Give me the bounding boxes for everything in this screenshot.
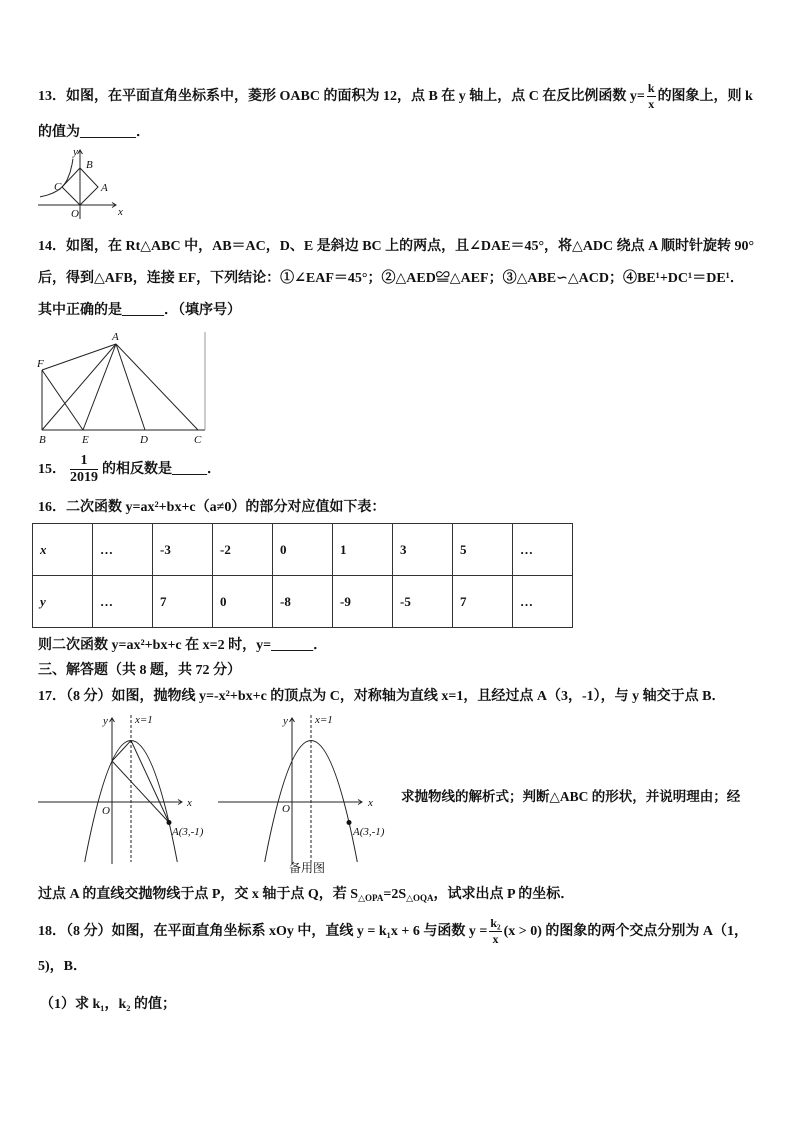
q13-label-a: A [101, 182, 108, 194]
q18-fraction [489, 916, 501, 947]
q13-label-y: y [73, 146, 78, 158]
q16-cell: 7 [153, 576, 213, 628]
q17-line-2 [38, 885, 574, 905]
q18-text-a: 18．（8 分）如图，在平面直角坐标系 xOy 中，直线 y = k₁x + 6 与函数 y = [38, 924, 488, 939]
q16-cell: 7 [453, 576, 513, 628]
q17-text-a: 过点 A 的直线交抛物线于点 P，交 x 轴于点 Q，若 S [38, 887, 359, 902]
q17-subscript-oqa: △OQA [406, 893, 434, 903]
q17b-point-a [347, 820, 352, 825]
q17b-label-y: y [283, 715, 288, 727]
q16-cell: -8 [273, 576, 333, 628]
q17-figure-main [34, 712, 216, 864]
q14-label-c: C [194, 434, 202, 446]
q17a-point-a [167, 820, 172, 825]
q16-cell: 1 [333, 524, 393, 576]
q17-side-text: 求抛物线的解析式；判断△ABC 的形状，并说明理由；经 [401, 789, 741, 804]
q13-fraction [647, 81, 656, 112]
q16-cell: 5 [453, 524, 513, 576]
q15-suffix: 的相反数是_____． [102, 462, 221, 477]
q14-label-a: A [112, 331, 119, 343]
q15-fraction [70, 453, 98, 486]
q16-line-2: 则二次函数 y=ax²+bx+c 在 x=2 时，y=______． [38, 638, 328, 653]
q17-figure-spare [214, 712, 400, 876]
q14-label-b: B [39, 434, 46, 446]
q15-line [38, 453, 221, 486]
q17-line-1: 17．（8 分）如图，抛物线 y=-x²+bx+c 的顶点为 C，对称轴为直线 x=1，且经过点 A（3，-1），与 y 轴交于点 B． [38, 689, 726, 704]
q14-line-2: 后，得到△AFB，连接 EF，下列结论：①∠EAF＝45°；②△AED≌△AEF；③△ABE∽△ACD；④BE¹+DC¹＝DE¹． [38, 271, 744, 286]
q16-cell: -3 [153, 524, 213, 576]
q14-segment-ac [116, 344, 198, 430]
q17a-segment-ca [131, 741, 169, 823]
q17b-caption: 备用图 [288, 861, 326, 875]
q16-row-x [33, 524, 573, 576]
q14-line-3: 其中正确的是______．（填序号） [38, 303, 241, 318]
q14-line-1: 14．如图，在 Rt△ABC 中，AB＝AC，D、E 是斜边 BC 上的两点，且∠DAE＝45°，将△ADC 绕点 A 顺时针旋转 90° [38, 239, 755, 254]
q16-cell: … [93, 576, 153, 628]
q14-segment-ae [83, 344, 116, 430]
q15-prefix: 15． [38, 462, 66, 477]
q13-fraction-numerator: k [647, 81, 655, 96]
q13-label-b: B [86, 159, 93, 171]
q18-text-b: (x > 0) 的图象的两个交点分别为 A（1， [503, 924, 749, 939]
q16-row-y [33, 576, 573, 628]
q13-line-1 [38, 81, 753, 112]
q16-cell: -2 [213, 524, 273, 576]
q15-fraction-denominator: 2019 [70, 470, 98, 486]
q16-line-1: 16．二次函数 y=ax²+bx+c（a≠0）的部分对应值如下表： [38, 500, 386, 515]
q13-fraction-denominator: x [648, 97, 655, 112]
q14-label-f: F [37, 358, 44, 370]
q18-line-3: （1）求 k₁，k₂ 的值； [40, 997, 176, 1012]
q13-line-2: 的值为________． [38, 125, 150, 140]
q17b-label-x: x [368, 797, 373, 809]
q14-label-e: E [82, 434, 89, 446]
q17-text-b: =2S [383, 887, 407, 902]
q16-cell: 0 [213, 576, 273, 628]
q16-cell: … [513, 524, 573, 576]
q15-fraction-numerator: 1 [70, 453, 98, 470]
q14-segment-fe [42, 370, 83, 430]
q18-fraction-numerator: k₂ [490, 916, 501, 931]
q13-label-o: O [71, 208, 79, 220]
q17a-label-o: O [102, 805, 110, 817]
q14-segment-ad [116, 344, 145, 430]
q17b-label-o: O [282, 803, 290, 815]
q18-line-2: 5)，B． [38, 959, 87, 974]
q13-text-a: 13．如图，在平面直角坐标系中，菱形 OABC 的面积为 12，点 B 在 y 轴上，点 C 在反比例函数 y= [38, 89, 645, 104]
section-heading: 三、解答题（共 8 题，共 72 分） [38, 663, 241, 678]
q16-cell: -5 [393, 576, 453, 628]
q17a-label-x: x [187, 797, 192, 809]
q16-cell: 3 [393, 524, 453, 576]
q17a-label-axis: x=1 [135, 714, 153, 726]
q13-label-c: C [54, 181, 62, 193]
q17b-label-point-a: A(3,-1) [353, 826, 385, 838]
q16-cell: 0 [273, 524, 333, 576]
q14-label-d: D [140, 434, 148, 446]
q17b-label-axis: x=1 [315, 714, 333, 726]
q18-fraction-denominator: x [492, 932, 499, 947]
q16-row-y-label: y [33, 576, 93, 628]
q16-value-table [32, 523, 573, 628]
q16-cell: -9 [333, 576, 393, 628]
q13-figure [36, 146, 128, 222]
q17a-segment-bc [112, 741, 131, 762]
q13-text-b: 的图象上，则 k [657, 89, 753, 104]
q17-text-c: ，试求出点 P 的坐标． [433, 887, 575, 902]
q17a-segment-ba [112, 761, 169, 823]
q18-line-1 [38, 916, 749, 947]
q13-label-x: x [118, 206, 123, 218]
q17a-label-y: y [103, 715, 108, 727]
q17a-label-point-a: A(3,-1) [172, 826, 204, 838]
q16-cell: … [513, 576, 573, 628]
q14-figure [34, 330, 210, 446]
q16-row-x-label: x [33, 524, 93, 576]
q17-subscript-opa: △OPA [358, 893, 384, 903]
q16-cell: … [93, 524, 153, 576]
